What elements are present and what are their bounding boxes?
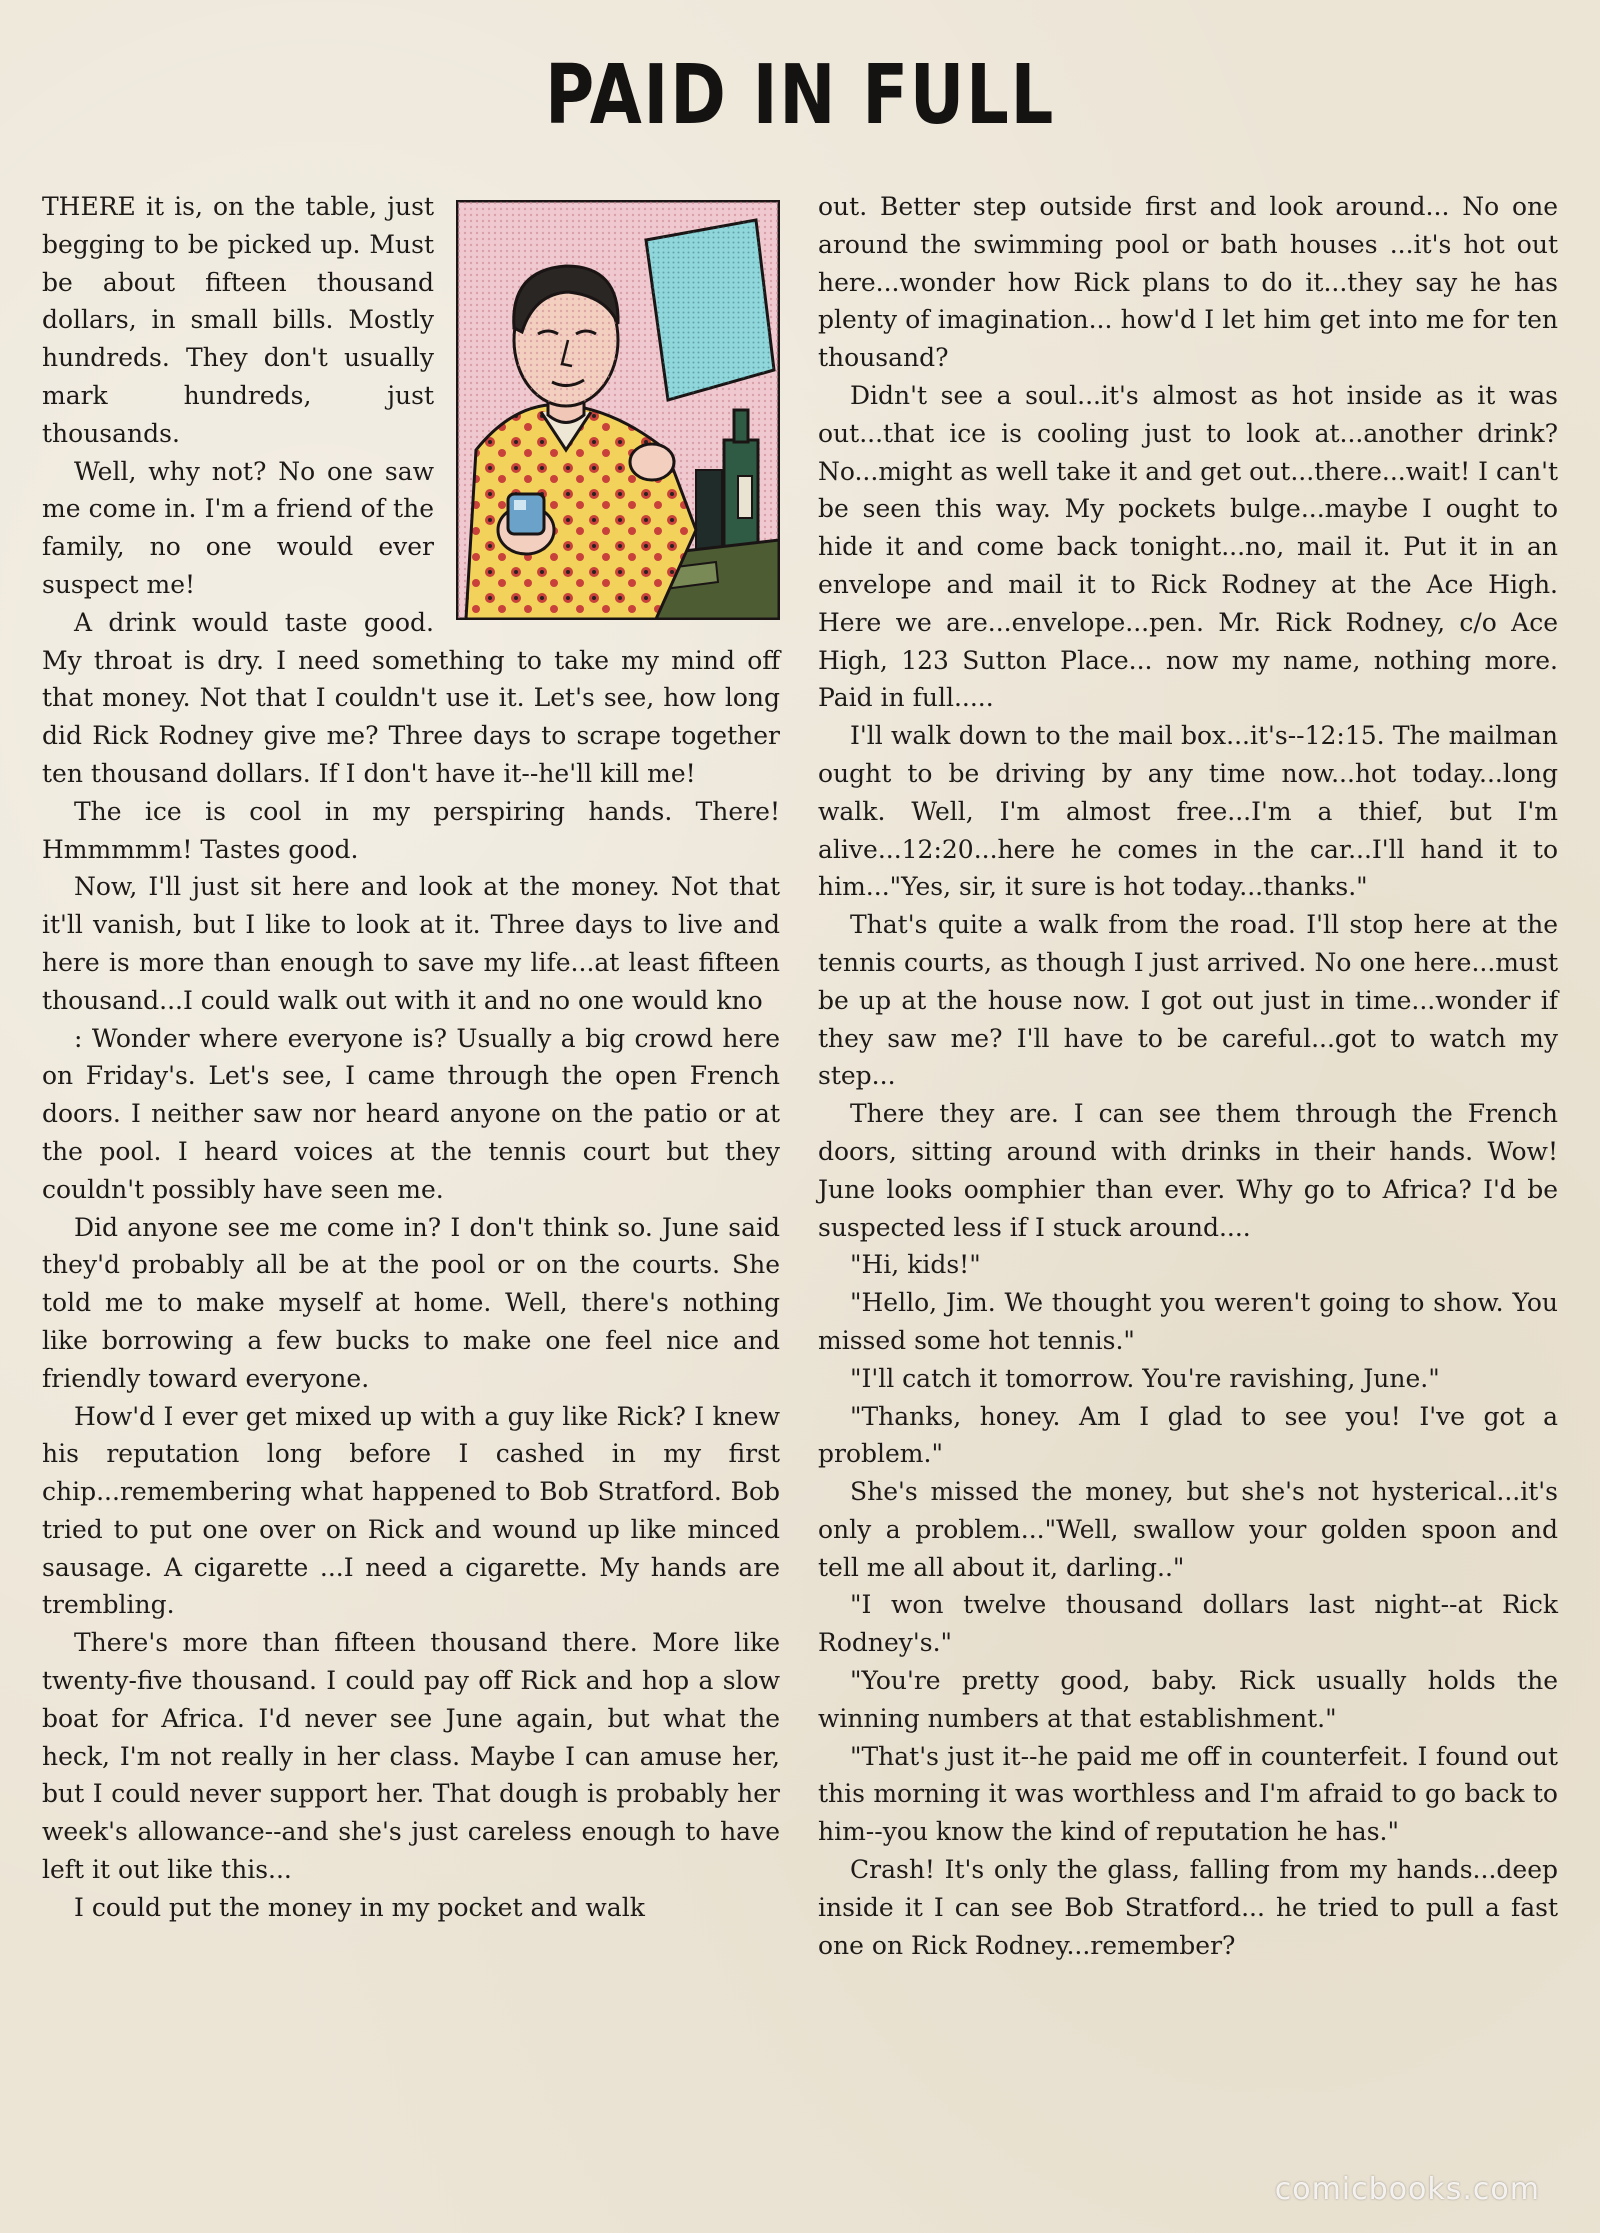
dialogue-line: "I'll catch it tomorrow. You're ravishing, June." xyxy=(850,1363,1440,1393)
paragraph: That's quite a walk from the road. I'll stop here at the tennis courts, as though I just arrived. No one here...must be up at the house now. I got out just in time...wonder if they saw me? I'll have to be careful...got to watch my step... xyxy=(818,910,1558,1091)
paragraph: : Wonder where everyone is? Usually a big crowd here on Friday's. Let's see, I came through the open French doors. I neither saw nor heard anyone on the patio or at the pool. I heard voices at the tennis court but they couldn't possibly have seen me. xyxy=(42,1023,780,1204)
dialogue-line: "That's just it--he paid me off in counterfeit. I found out this morning it was worthless and I'm afraid to go back to him--you know the kind of reputation he has." xyxy=(818,1741,1558,1847)
paragraph: Didn't see a soul...it's almost as hot inside as it was out...that ice is cooling just to look at...another drink? No...might as well take it and get out...there...wait! I can't be seen this way. My pockets bulge...maybe I ought to hide it and come back tonight...no, mail it. Put it in an envelope and mail it to Rick Rodney at the Ace High. Here we are...envelope...pen. Mr. Rick Rodney, c/o Ace High, 123 Sutton Place... now my name, nothing more. Paid in full..... xyxy=(818,380,1558,713)
dialogue-line: "Thanks, honey. Am I glad to see you! I've got a problem." xyxy=(818,1401,1558,1469)
site-watermark: comicbooks.com xyxy=(1274,2172,1540,2207)
paragraph: How'd I ever get mixed up with a guy like Rick? I knew his reputation long before I cashed in my first chip...remembering what happened to Bob Stratford. Bob tried to put one over on Rick and wound up like minced sausage. A cigarette ...I need a cigarette. My hands are trembling. xyxy=(42,1401,780,1620)
dialogue-line: "Hi, kids!" xyxy=(850,1250,981,1280)
left-column xyxy=(42,188,780,1927)
paragraph: There's more than fifteen thousand there. More like twenty-five thousand. I could pay off Rick and hop a slow boat for Africa. I'd never see June again, but what the heck, I'm not really in her class. Maybe I can amuse her, but I could never support her. That dough is probably her week's allowance--and she's just careless enough to have left it out like this... xyxy=(42,1628,780,1885)
dialogue-line: "I won twelve thousand dollars last night--at Rick Rodney's." xyxy=(818,1590,1558,1658)
paragraph: out. Better step outside first and look around... No one around the swimming pool or bath houses ...it's hot out here...wonder how Rick plans to do it...they say he has plenty of imagination... how'd I let him get into me for ten thousand? xyxy=(818,192,1558,373)
paragraph: I could put the money in my pocket and walk xyxy=(74,1892,645,1922)
dialogue-line: "You're pretty good, baby. Rick usually holds the winning numbers at that establishment." xyxy=(818,1666,1558,1733)
paragraph: Now, I'll just sit here and look at the money. Not that it'll vanish, but I like to look at it. Three days to live and here is more than enough to save my life...at least fifteen thousand...I could walk out with it and no one would kno xyxy=(42,872,780,1015)
dialogue-line: "Hello, Jim. We thought you weren't going to show. You missed some hot tennis." xyxy=(818,1288,1558,1355)
paragraph: Well, why not? No one saw me come in. I'm a friend of the family, no one would ever suspect me! xyxy=(42,456,434,599)
paragraph: A drink would taste good. My throat is dry. I need something to take my mind off that money. Not that I couldn't use it. Let's see, how long did Rick Rodney give me? Three days to scrape together ten thousand dollars. If I don't have it--he'll kill me! xyxy=(42,607,780,788)
man-with-drink-illustration xyxy=(456,200,780,620)
paragraph: THERE it is, on the table, just begging to be picked up. Must be about fifteen thousand dollars, in small bills. Mostly hundreds. They don't usually mark hundreds, just thousands. xyxy=(42,192,434,448)
paragraph: I'll walk down to the mail box...it's--12:15. The mailman ought to be driving by any time now...hot today...long walk. Well, I'm almost free...I'm a thief, but I'm alive...12:20...here he comes in the car...I'll hand it to him..."Yes, sir, it sure is hot today...thanks." xyxy=(818,721,1558,902)
paragraph: Crash! It's only the glass, falling from my hands...deep inside it I can see Bob Stratford... he tried to pull a fast one on Rick Rodney...remember? xyxy=(818,1855,1558,1960)
illustration-panel xyxy=(456,200,780,620)
right-column xyxy=(818,188,1558,1964)
paragraph: She's missed the money, but she's not hysterical...it's only a problem..."Well, swallow your golden spoon and tell me all about it, darling.." xyxy=(818,1477,1558,1582)
story-title: PAID IN FULL xyxy=(544,48,1055,143)
paragraph: There they are. I can see them through the French doors, sitting around with drinks in their hands. Wow! June looks oomphier than ever. Why go to Africa? I'd be suspected less if I stuck around.... xyxy=(818,1099,1558,1242)
paragraph: Did anyone see me come in? I don't think so. June said they'd probably all be at the pool or on the courts. She told me to make myself at home. Well, there's nothing like borrowing a few bucks to make one feel nice and friendly toward everyone. xyxy=(42,1212,780,1393)
paragraph: The ice is cool in my perspiring hands. There! Hmmmmm! Tastes good. xyxy=(42,796,780,864)
